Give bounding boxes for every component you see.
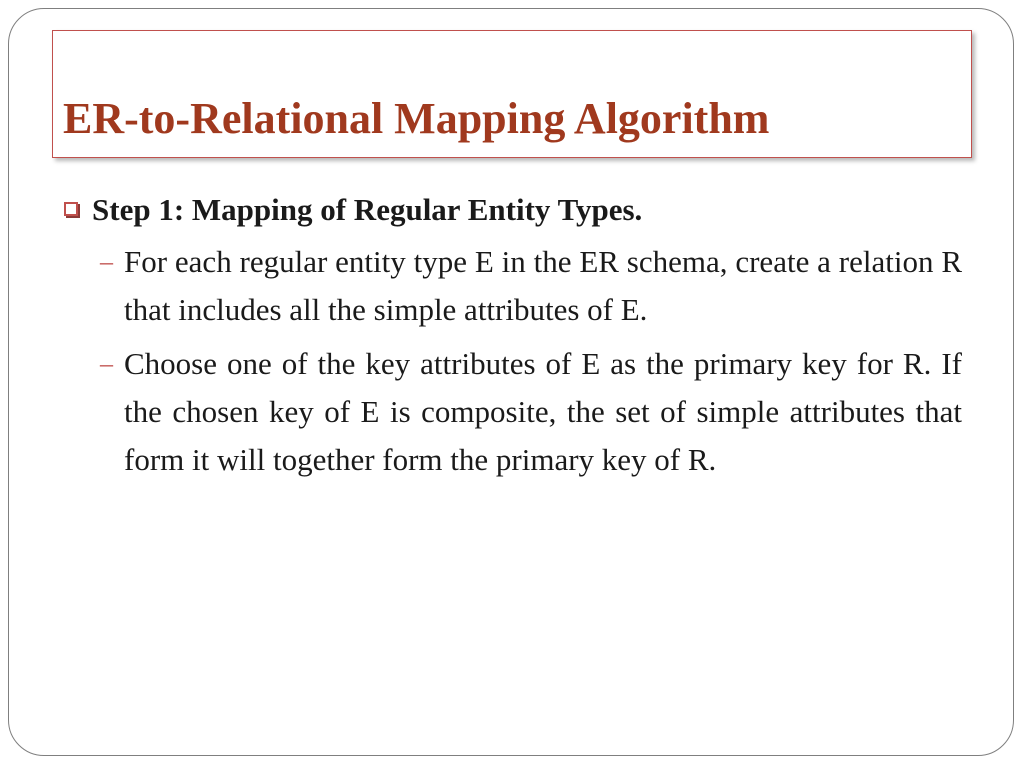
slide-title: ER-to-Relational Mapping Algorithm <box>63 94 770 143</box>
dash-icon: – <box>100 349 113 378</box>
slide-content <box>62 190 962 484</box>
sub-bullet-text: Choose one of the key attributes of E as the primary key for R. If the chosen key of E is composite, the set of simple attributes that form it will together form the primary key of R. <box>124 346 962 477</box>
sub-bullet-2 <box>100 340 962 484</box>
step-heading: Step 1: Mapping of Regular Entity Types. <box>92 192 643 227</box>
sub-bullet-1 <box>100 238 962 334</box>
sub-bullet-text: For each regular entity type E in the ER schema, create a relation R that includes all the simple attributes of E. <box>124 244 962 327</box>
dash-icon: – <box>100 247 113 276</box>
step-bullet <box>62 190 962 230</box>
title-box <box>52 30 972 158</box>
checkbox-square-icon <box>64 202 78 216</box>
